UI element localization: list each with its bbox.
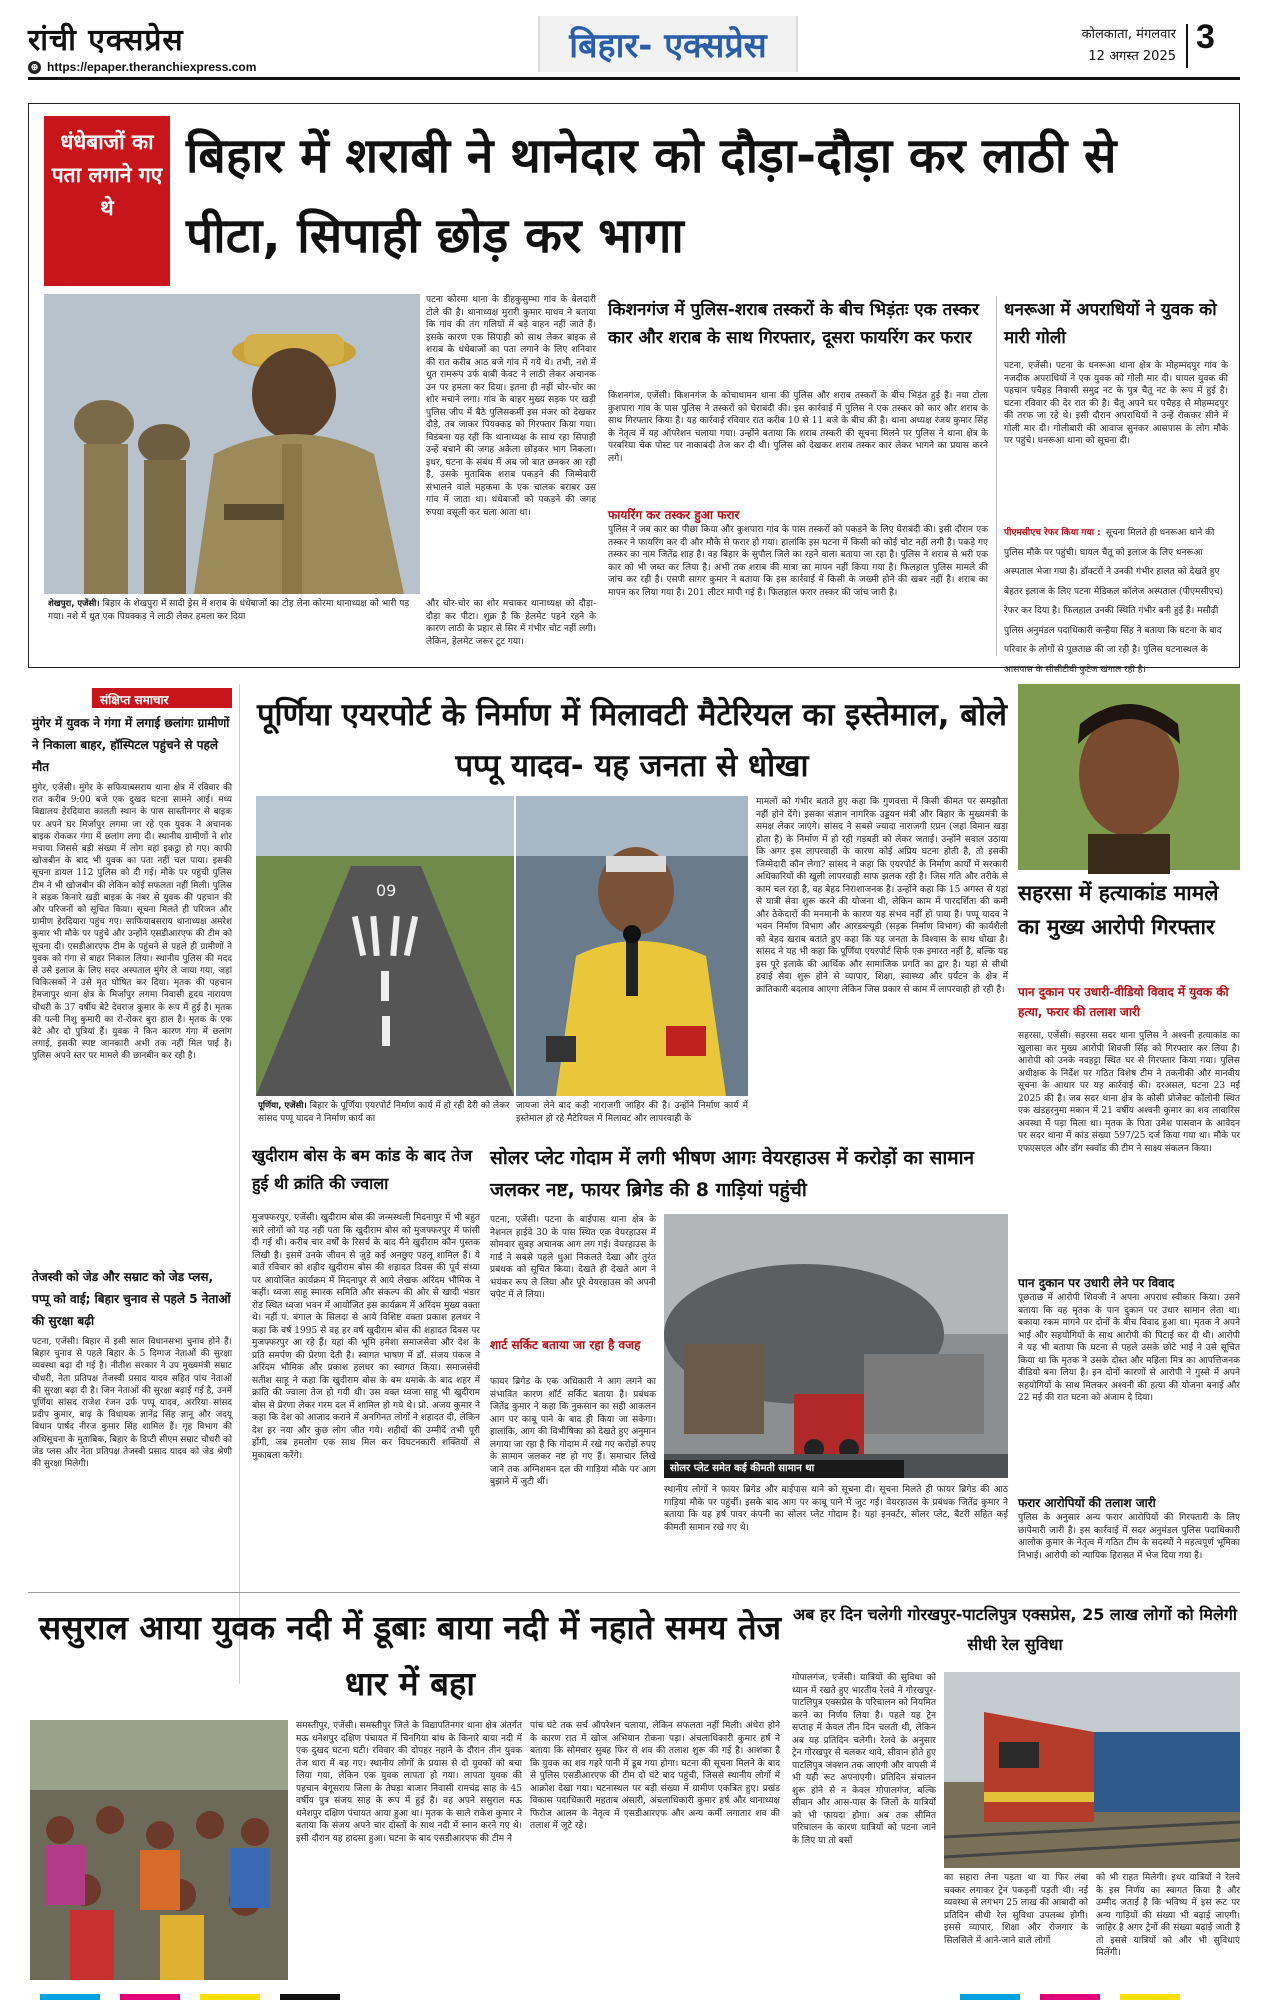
solar-headline: सोलर प्लेट गोदाम में लगी भीषण आगः वेयरहाउस में करोड़ों का सामान जलकर नष्ट, फायर ब्रिगेड की 8 गाड़ियां पहुंची [490, 1147, 975, 1201]
newspaper-logo: रांची एक्सप्रेस [28, 23, 184, 58]
saharsa-headline: सहरसा में हत्याकांड मामले का मुख्य आरोपी गिरफ्तार [1018, 881, 1219, 939]
section-title: बिहार- एक्सप्रेस [538, 16, 798, 72]
section-divider [28, 1592, 1240, 1593]
accused-photo [1018, 684, 1240, 870]
saharsa-subhead: पान दुकान पर उधारी लेने पर विवाद [1018, 1276, 1175, 1290]
train-body2: का सहारा लेना पड़ता था या फिर लंबा चक्कर लगाकर ट्रेन पकड़नी पड़ती थी। नई व्यवस्था से लगभग 25 लाख की आबादी को प्रतिदिन सीधी रेल सुविधा उपलब्ध होगी। इससे व्यापार, शिक्षा और रोजगार के सिलसिले में आने-जाने वाले लोगों [944, 1873, 1088, 1946]
police-officers-illustration [44, 294, 420, 594]
brief2-headline: तेजस्वी को जेड और सम्राट को जेड प्लस, पप्पू को वाई; बिहार चुनाव से पहले 5 नेताओं की सुरक्षा बढ़ी [32, 1270, 231, 1328]
lead-body-col1: पटना कोरमा थाना के डीहकुसुम्भा गांव के बेलदारी टोले की है। थानाध्यक्ष मुरारी कुमार माधव ने बताया कि गांव की तंग गलियों में बड़े वाहन नहीं जाते हैं। इसके कारण एक सिपाही को साथ लेकर बाइक से शराब के धंधेबाजों का पता लगाने के लिए शनिवार की रात करीब आठ बजे गांव में गये थे। तभी, नशे में धुत रामरूप उर्फ बाबी केवट ने लाठी लेकर अचानक उन पर हमला कर दिया। इतना ही नहीं चोर-चोर का शोर मचाने लगा। गांव के बाहर मुख्य सड़क पर खड़ी पुलिस जीप में बैठे पुलिसकर्मी इस मंजर को देखकर दौड़े, तब जाकर पियक्कड़ को गिरफ्तार किया गया। विडंबना यह रही कि थानाध्यक्ष के साथ रहा सिपाही उन्हें बचाने की जगह अकेला छोड़कर भाग निकला। इधर, घटना के संबंध में अब जो बात छनकर आ रही है, उसके मुताबिक शराब पकड़ने की जिम्मेवारी संभालने वाले महकमा के एक चालक बराबर उस गांव में जाता था। धंधेबाजों को पकड़ने की जगह रुपया वसूली कर चला आता था। [426, 295, 596, 518]
train-headline: अब हर दिन चलेगी गोरखपुर-पाटलिपुत्र एक्सप्रेस, 25 लाख लोगों को मिलेगी सीधी रेल सुविधा [793, 1605, 1237, 1654]
solar-subhead: शार्ट सर्किट बताया जा रहा है वजह [490, 1338, 641, 1352]
dateline [1048, 24, 1188, 68]
train-body1: गोपालगंज, एजेंसी। यात्रियों की सुविधा को ध्यान में रखते हुए भारतीय रेलवे ने गोरखपुर-पाटलिपुत्र एक्सप्रेस के परिचालन को नियमित करने का निर्णय लिया है। पहले यह ट्रेन सप्ताह में केवल तीन दिन चलती थी, लेकिन अब यह प्रतिदिन चलेगी। रेलवे के अनुसार ट्रेन गोरखपुर से चलकर थावे, सीवान होते हुए पाटलिपुत्र जंक्शन तक जाएगी और वापसी में भी यही रूट अपनाएगी। प्रतिदिन संचालन शुरू होने से न केवल गोपालगंज, बल्कि सीवान और आस-पास के जिलों के यात्रियों को भी फायदा होगा। अब तक सीमित परिचालन के कारण यात्रियों को पटना जाने के लिए या तो बसों [792, 1673, 936, 1846]
registration-bar-magenta-right [1040, 1994, 1100, 2000]
solar-body3: स्थानीय लोगों ने फायर ब्रिगेड और बाईपास थाने को सूचना दी। सूचना मिलते ही फायर ब्रिगेड की आठ गाड़ियां मौके पर पहुंचीं। इसके बाद आग पर काबू पाने में जुट गई। वेयरहाउस के प्रबंधक जितेंद्र कुमार ने बताया कि यह हर्ष पावर कंपनी का सोलर प्लेट गोदाम है। यहां इनवर्टर, सोलर प्लेट, बैटरी सहित कई कीमती सामान रखे गए थे। [664, 1485, 1008, 1533]
dhanrua-body1: पटना, एजेंसी। पटना के धनरूआ थाना क्षेत्र के मोहम्मदपुर गांव के नजदीक अपराधियों ने एक युवक को गोली मार दी। घायल युवक की पहचान पचैहड़ निवासी समुद्र नट के पुत्र चैतू नट के रूप में हुई है। घटना रविवार की देर रात की है। चैतू अपने घर पचैहड़ से मोहम्मदपुर की तरफ जा रहे थे। इसी दौरान अपराधियों ने उन्हें रोककर सीने में गोली मार दी। गोलीबारी की आवाज सुनकर आसपास के लोग मौके पर पहुंचे। धनरूआ थाना को सूचना दी। [1004, 361, 1228, 446]
solar-body1: पटना, एजेंसी। पटना के बाईपास थाना क्षेत्र के नेशनल हाईवे 30 के पास स्थित एक वेयरहाउस में सोमवार सुबह अचानक आग लग गई। वेयरहाउस के गार्ड ने सबसे पहले धुआं निकलते देखा और तुरंत प्रबंधक को सूचित किया। देखते ही देखते आग ने भयंकर रूप ले लिया और पूरे वेयरहाउस को अपनी चपेट में ले लिया। [490, 1215, 656, 1300]
brief1-body: मुंगेर, एजेंसी। मुंगेर के सफियाबसराय थाना क्षेत्र में रविवार की रात करीब 9:00 बजे एक दुखद घटना सामने आई। मध्य विद्यालय हेरदियारा कालती स्थान के पास सास्तीनगर से बाइक पर अपने घर मिर्जापुर लगमा जा रहे एक युवक ने अचानक बाइक रोककर गंगा में छलांग लगा दी। स्थानीय ग्रामीणों ने शोर मचाया जिससे बड़ी संख्या में लोग वहां इकट्ठा हो गए। काफी खोजबीन के बाद भी युवक का पता नहीं चल पाया। इसकी सूचना डायल 112 पुलिस को दी गई। मौके पर पहुंची पुलिस टीम ने भी खोजबीन की लेकिन कोई सफलता नहीं मिली। पुलिस ने सड़क किनारे खड़ी बाइक के नंबर से युवक की पहचान की और परिजनों को सूचित किया। सूचना मिलते ही परिजन और ग्रामीण हेरदियारा पहुंच गए। साफियाबसराय थानाध्यक्ष अमरेश कुमार भी मौके पर पहुंचे और उन्होंने एसडीआरएफ की टीम को सूचना दी। एसडीआरएफ टीम के पहुंचने से पहले ही ग्रामीणों ने युवक को गंगा से बाहर निकाल लिया। स्थानीय पुलिस की मदद से उसे इलाज के लिए सदर अस्पताल मुंगेर ले जाया गया, जहां चिकित्सकों ने उसे मृत घोषित कर दिया। मृतक की पहचान हेमजापुर थाना क्षेत्र के मिर्जापुर लगमा निवासी हृदय नारायण चौधरी के 37 वर्षीय बेटे देवराज कुमार के रूप में हुई है। मृतक की पत्नी निशु कुमारी का रो-रोकर बुरा हाल है। मृतक के एक बेटे और दो पुत्रियां हैं। युवक ने किन कारण गंगा में छलांग लगाई, इसकी स्पष्ट जानकारी अभी तक नहीं मिल पाई है। पुलिस अपने स्तर पर मामले की छानबीन कर रही है। [32, 783, 232, 1062]
khudiram-headline: खुदीराम बोस के बम कांड के बाद तेज हुई थी क्रांति की ज्वाला [252, 1146, 473, 1193]
politician-speaking-illustration [516, 796, 748, 1096]
river-crowd-photo [30, 1720, 288, 1980]
kishanganj-headline: किशनगंज में पुलिस-शराब तस्करों के बीच भिड़ंतः एक तस्कर कार और शराब के साथ गिरफ्तार, दूसरा फायरिंग कर फरार [608, 300, 979, 348]
sasural-body2: पांच घंटे तक सर्च ऑपरेशन चलाया, लेकिन सफलता नहीं मिली। अंधेरा होने के कारण रात में खोज अभियान रोकना पड़ा। अंचलाधिकारी कुमार हर्ष ने बताया कि सोमवार सुबह फिर से शव की तलाश शुरू की गई है। आशंका है कि युवक का शव गहरे पानी में डूब गया होगा। घटना की सूचना मिलने के बाद से पुलिस एसडीआरएफ की टीम दो घंटे बाद पहुंची, जिससे स्थानीय लोगों में आक्रोश देखा गया। घटनास्थल पर बड़ी संख्या में ग्रामीण एकत्रित हुए। प्रखंड विकास पदाधिकारी महताब अंसारी, अंचलाधिकारी कुमार हर्ष और थानाध्यक्ष फिरोज आलम के नेतृत्व में एसडीआरएफ और अन्य कर्मी लगातार शव की तलाश में जुटे रहे। [530, 1721, 780, 1831]
runway-photo [256, 796, 514, 1096]
purnia-headline: पूर्णिया एयरपोर्ट के निर्माण में मिलावटी मैटेरियल का इस्तेमाल, बोले पप्पू यादव- यह जनता से धोखा [256, 697, 1008, 784]
khudiram-body: मुजफ्फरपुर, एजेंसी। खुदीराम बोस की जन्मस्थली मिदनापुर में भी बहुत सारे लोगों को यह नहीं पता कि खुदीराम बोस को मुजफ्फरपुर में फांसी दी गई थी। करीब चार वर्षों के रिसर्च के बाद मैंने खुदीराम कौन पुस्तक लिखी है। इसमें उनके जीवन से जुड़े कई अनछुए पहलू शामिल हैं। ये बातें रविवार को शहीद खुदीराम बोस की शहादत दिवस की पूर्व संध्या पर आयोजित कार्यक्रम में मिदनापुर से आये लेखक अरिंदम भौमिक ने कहीं। ध्वजा साहू स्मारक समिति और संकल्प की ओर से खादी भंडार रोड स्थित ध्वजा भवन में आयोजित इस कार्यक्रम में अरिंदम मुख्य वक्ता थे। नहीं पं. बंगाल के सिलदा से आये विशिष्ट वक्ता प्रकाश हलधर ने कहा कि वर्ष 1995 से वह हर वर्ष खुदीराम बोस की शहादत दिवस पर मुजफ्फरपुर आ रहे हैं। यहां की भूमि हमेशा समाजसेवा और देश के प्रति समर्पण की प्रेरणा देती है। स्वागत भाषण में डॉ. संजय पंकज ने अरिंदम भौमिक और प्रकाश हलधर का स्वागत किया। समाजसेवी सतीश साहू ने कहा कि खुदीराम बोस के बम धमाके के बाद शहर में क्रांति की ज्वाला तेज हो गयी थी। उस वक्त ध्वजा साहू भी खुदीराम बोस से प्रेरणा लेकर गरम दल में शामिल हो गये थे। प्रो. अजय कुमार ने कहा कि देश को आजाद कराने में अनगिनत लोगों ने शहादत दी, लेकिन देश हर नया और कुछ लोग जीत गये। शहीदों की उम्मीदें तभी पूरी होंगी, जब हमलोग एक साथ मिल कर विघटनकारी शक्तियों से मुकाबला करेंगे। [252, 1213, 480, 1461]
lead-photo-police [44, 294, 420, 594]
runway-number: 09 [376, 881, 397, 900]
train-body3: को भी राहत मिलेगी। इधर यात्रियों ने रेलवे के इस निर्णय का स्वागत किया है और उम्मीद जताई है कि भविष्य में इस रूट पर अन्य गाड़ियों की संख्या भी बढ़ाई जाएगी। जाहिर है अगर ट्रेनों की संख्या बढ़ाई जाती है तो इससे यात्रियों को और भी सुविधाएं मिलेंगी। [1096, 1873, 1240, 1958]
pappu-yadav-photo [516, 796, 748, 1096]
kishanganj-body1: किशनगंज, एजेंसी। किशनगंज के कोचाधामन थाना की पुलिस और शराब तस्करों के बीच भिड़ंत हुई है। नया टोला कुशपारा गांव के पास पुलिस ने तस्करों को घेराबंदी की। इस कार्रवाई में पुलिस ने एक तस्कर को कार और शराब के साथ गिरफ्तार किया है। यह कार्रवाई रविवार रात करीब 10 से 11 बजे के बीच की है। थाना अध्यक्ष रंजय कुमार सिंह के नेतृत्व में यह ऑपरेशन चलाया गया। उन्होंने बताया कि शराब तस्करी की सूचना मिलने पर पुलिस ने थाना क्षेत्र के परबरिया चेक पोस्ट पर नाकाबंदी तेज कर दी थी। पुलिस को देखकर शराब तस्कर कार लेकर भागने का प्रयास करने लगे। [608, 391, 988, 464]
city-day: कोलकाता, मंगलवार [1081, 27, 1176, 42]
saharsa-body1: सहरसा, एजेंसी। सहरसा सदर थाना पुलिस ने अश्वनी हत्याकांड का खुलासा कर मुख्य आरोपी शिवजी सिंह को गिरफ्तार कर लिया है। आरोपी को उनके नवहट्टा स्थित घर से गिरफ्तार किया गया। पुलिस अधीक्षक के निर्देश पर गठित विशेष टीम ने तकनीकी और मानवीय सूचना के आधार पर यह कार्रवाई की। दरअसल, घटना 23 मई 2025 की है। जब सदर थाना क्षेत्र के कोसी प्रोजेक्ट कॉलोनी स्थित एक खंडहरनुमा मकान में 21 वर्षीय अश्वनी कुमार का शव लावारिस अवस्था में पड़ा मिला था। मृतक के पिता उमेश पासवान के आवेदन पर सदर थाना में कांड संख्या 597/25 दर्ज किया गया था। मौके पर एफएसएल और डॉग स्क्वॉड की टीम ने साक्ष्य संकलन किया। [1018, 1031, 1240, 1154]
lead-photo-caption: शेखपुरा, एजेंसी। बिहार के शेखपुरा में सादी ड्रेस में शराब के धंधेबाजों का टोह लेना कोरमा थानाध्यक्ष को भारी पड़ गया। नशे में धुत एक पियक्कड़ ने लाठी लेकर हमला कर दिया [44, 594, 420, 654]
brief2-body: पटना, एजेंसी। बिहार में इसी साल विधानसभा चुनाव होने हैं। बिहार चुनाव से पहले बिहार के 5 दिग्गज नेताओं की सुरक्षा व्यवस्था बढ़ा दी गई है। नीतीश सरकार ने उप मुख्यमंत्री सम्राट चौधरी, नेता प्रतिपक्ष तेजस्वी प्रसाद यादव सहित पांच नेताओं की सुरक्षा बढ़ा दी है। जिन नेताओं की सुरक्षा बढ़ाई गई है, उनमें पूर्णिया सांसद राजेश रंजन उर्फ पप्पू यादव, अररिया सांसद प्रदीप कुमार, बाढ़ के विधायक ज्ञानेंद्र सिंह ज्ञानू और जदयू विधान पार्षद नीरज कुमार सिंह शामिल हैं। गृह विभाग की अधिसूचना के मुताबिक, बिहार के डिप्टी सीएम सम्राट चौधरी को जेड प्लस और नेता प्रतिपक्ष तेजस्वी प्रसाद यादव को जेड श्रेणी की सुरक्षा मिलेगी। [32, 1337, 232, 1470]
briefs-bar: संक्षिप्त समाचार [92, 688, 232, 708]
globe-icon: ⊕ [28, 61, 41, 74]
solar-body2: फायर ब्रिगेड के एक अधिकारी ने आग लगने का संभावित कारण शॉर्ट सर्किट बताया है। प्रबंधक जितेंद्र कुमार ने कहा कि नुकसान का सही आकलन आग पर काबू पाने के बाद ही किया जा सकेगा। हालांकि, आग की विभीषिका को देखते हुए अनुमान लगाया जा रहा है कि गोदाम में रखे गए करोड़ों रुपए के सामान जलकर नष्ट हो गए हैं। समाचार लिखे जाने तक अग्निशमन दल की गाड़ियां मौके पर आग बुझाने में जुटी थीं। [490, 1377, 656, 1487]
kishanganj-subhead: फायरिंग कर तस्कर हुआ फरार [608, 508, 740, 522]
issue-date: 12 अगस्त 2025 [1088, 49, 1176, 64]
accused-portrait-illustration [1018, 684, 1240, 870]
warehouse-fire-illustration [664, 1214, 1008, 1478]
registration-bar-yellow-right [1120, 1994, 1180, 2000]
dhanrua-body2: सूचना मिलते ही धनरूआ थाने की पुलिस मौके पर पहुंची। घायल चैतू को इलाज के लिए धनरूआ अस्पताल भेजा गया है। डॉक्टरों ने उनकी गंभीर हालत को देखते हुए बेहतर इलाज के लिए पटना मेडिकल कॉलेज अस्पताल (पीएमसीएच) रेफर कर दिया है। फिलहाल उनकी स्थिति गंभीर बनी हुई है। मसौढ़ी पुलिस अनुमंडल पदाधिकारी कन्हैया सिंह ने बताया कि घटना के बाद परिवार के लोगों से पूछताछ की जा रही है। पुलिस घटनास्थल के आसपास के सीसीटीवी फुटेज खंगाल रही है। [1004, 528, 1223, 675]
page-number: 3 [1196, 18, 1215, 56]
registration-bar-cyan-right [960, 1994, 1020, 2000]
registration-bar-magenta [120, 1994, 180, 2000]
sasural-body1: समस्तीपुर, एजेंसी। समस्तीपुर जिले के विद्यापतिनगर थाना क्षेत्र अंतर्गत मऊ धनेशपुर दक्षिण पंचायत में चिनगिया बांध के किनारे बाया नदी में एक दुखद घटना घटी। रविवार की दोपहर नहाने के दौरान तीन युवक तेज धारा में बह गए। स्थानीय लोगों के प्रयास से दो युवकों को बचा लिया गया, लेकिन एक युवक लापता हो गया। लापता युवक की पहचान बेगूसराय जिला के तेघड़ा बाजार निवासी रामचंद्र साह के 45 वर्षीय पुत्र संजय साह के रूप में हुई है। वह अपने ससुराल मऊ धनेशपुर दक्षिण पंचायत आया हुआ था। मृतक के साले राकेश कुमार ने बताया कि संजय अपने चार दोस्तों के साथ नदी में स्नान करने गए थे। इसी दौरान यह हादसा हुआ। घटना के बाद एसडीआरएफ की टीम ने [296, 1721, 522, 1844]
fire-photo-caption: सोलर प्लेट समेत कई कीमती सामान था [664, 1460, 904, 1478]
brief1-headline: मुंगेर में युवक ने गंगा में लगाई छलांगः ग्रामीणों ने निकाला बाहर, हॉस्पिटल पहुंचने से पहले मौत [32, 716, 230, 774]
saharsa-subhead2: फरार आरोपियों की तलाश जारी [1018, 1496, 1156, 1510]
purnia-body: मामलों को गंभीर बताते हुए कहा कि गुणवत्ता में किसी कीमत पर समझौता नहीं होने देंगे। इसका संज्ञान नागरिक उड्डयन मंत्री और बिहार के मुख्यमंत्री के समक्ष लेकर जाएंगे। सांसद ने सबसे ज्यादा नाराजगी एप्रन (जहां विमान खड़ा होता है) के निर्माण में हो रही गड़बड़ी को लेकर जताई। उन्होंने सवाल उठाया कि अगर इस लापरवाही के कारण कोई अप्रिय घटना होती है, तो इसकी जिम्मेदारी कौन लेगा? सांसद ने कहा कि एयरपोर्ट के निर्माण कार्यों में सरकारी अधिकारियों की खुली लापरवाही साफ झलक रही है। जिस गति और तरीके से काम चल रहा है, वह बेहद निराशाजनक है। उन्होंने कहा कि 15 अगस्त से यहां से यात्री सेवा शुरू करने की योजना थी, लेकिन काम में पारदर्शिता की कमी और ठेकेदारों की मनमानी के कारण यह संभव नहीं हो पाया है। पप्पू यादव ने भवन निर्माण विभाग और आरडब्ल्यूडी (सड़क निर्माण विभाग) की कार्यशैली को बेहद खराब बताते हुए कहा कि यह जनता के विश्वास के साथ धोखा है। सांसद ने यह भी कहा कि पूर्णिया एयरपोर्ट सिर्फ एक इमारत नहीं है, बल्कि यह इस पूरे इलाके की आर्थिक और सामाजिक प्रगति का द्वार है। यहां से सीधी हवाई सेवा शुरू होने से व्यापार, शिक्षा, स्वास्थ्य और पर्यटन के क्षेत्र में क्रांतिकारी बदलाव आएगा लेकिन जिस प्रकार से काम में लापरवाही हो रही है। [756, 797, 1008, 995]
lead-headline: बिहार में शराबी ने थानेदार को दौड़ा-दौड़ा कर लाठी से पीटा, सिपाही छोड़ कर भागा [186, 128, 1117, 264]
runway-illustration [256, 796, 514, 1096]
epaper-url[interactable]: ⊕ https://epaper.theranchiexpress.com [28, 60, 256, 74]
registration-bar-black [280, 1994, 340, 2000]
purnia-caption-continued: जायजा लेने बाद कड़ी नाराजगी जाहिर की है। उन्होंने निर्माण कार्य में इस्तेमाल हो रहे मैटेरियल में मिलावट और लापरवाही के [516, 1101, 748, 1124]
dhanrua-body2-wrap [1004, 520, 1228, 675]
registration-bar-cyan [40, 1994, 100, 2000]
column-divider [996, 296, 997, 656]
sasural-headline: ससुराल आया युवक नदी में डूबाः बाया नदी में नहाते समय तेज धार में बहा [38, 1608, 782, 1703]
crowd-illustration [30, 1720, 288, 1980]
dhanrua-headline: धनरूआ में अपराधियों ने युवक को मारी गोली [1004, 300, 1217, 348]
lead-tag: धंधेबाजों का पता लगाने गए थे [44, 116, 170, 286]
fire-photo [664, 1214, 1008, 1478]
train-photo [944, 1672, 1240, 1868]
registration-bar-yellow [200, 1994, 260, 2000]
locomotive-illustration [944, 1672, 1240, 1868]
dhanrua-subhead: पीएमसीएच रेफर किया गया : [1004, 528, 1101, 538]
saharsa-body3: पुलिस के अनुसार अन्य फरार आरोपियों की गिरफ्तारी के लिए छापेमारी जारी है। इस कार्रवाई में सदर अनुमंडल पुलिस पदाधिकारी आलोक कुमार के नेतृत्व में गठित टीम के सदस्यों ने महत्वपूर्ण भूमिका निभाई। आरोपी को न्यायिक हिरासत में भेज दिया गया है। [1018, 1513, 1240, 1561]
kishanganj-body2: पुलिस ने जब कार का पीछा किया और कुशपारा गांव के पास तस्करों को पकड़ने के लिए घेराबंदी की। इसी दौरान एक तस्कर ने फायरिंग कर दी और मौके से फरार हो गया। हालांकि इस घटना में किसी को कोई चोट नहीं लगी है। पकड़े गए तस्कर का नाम जितेंद्र शाह है। वह बिहार के सुपौल जिले का रहने वाला बताया जा रहा है। पुलिस ने शराब से भरी एक कार को भी जब्त कर लिया है। अभी तक शराब की मात्रा का मापन नहीं किया गया है। फिलहाल पुलिस मामले की जांच कर रही है। एसपी सागर कुमार ने बताया कि इस कार्रवाई में किसी के जख्मी होने की खबर नहीं है। शराब का मापन कर लिया गया है। 201 लीटर मापी गई है। फिलहाल फरार तस्कर की जांच जारी है। [608, 525, 988, 598]
masthead [28, 14, 1240, 80]
lead-body-col2: और चोर-चोर का शोर मचाकर थानाध्यक्ष को दौड़ा-दौड़ा कर पीटा। शुक्र है कि हेलमेट पहने रहने के कारण लाठी के प्रहार से सिर में गंभीर चोट नहीं लगी। लेकिन, हेलमेट जरूर टूट गया। [426, 599, 596, 647]
purnia-photo-caption: पूर्णिया, एजेंसी। बिहार के पूर्णिया एयरपोर्ट निर्माण कार्य में हो रही देरी को लेकर सांसद पप्पू यादव ने निर्माण कार्य का [256, 1098, 512, 1134]
saharsa-body2: पूछताछ में आरोपी शिवजी ने अपना अपराध स्वीकार किया। उसने बताया कि वह मृतक के पान दुकान पर उधार सामान लेता था। बकाया रकम मांगने पर दोनों के बीच विवाद हुआ था। मृतक ने अपने भाई और सहयोगियों के साथ आरोपी की पिटाई कर दी थी। आरोपी ने यह भी बताया कि घटना से पहले उसके छोटे भाई ने उसे सूचित किया था कि मृतक ने उसके दोस्त और महिला मित्र का आपत्तिजनक वीडियो बना लिया है। इन दोनों कारणों से आरोपी ने गुस्से में अपने सहयोगियों के साथ मिलकर अश्वनी की हत्या की योजना बनाई और 22 मई की रात घटना को अंजाम दे दिया। [1018, 1293, 1240, 1403]
saharsa-kicker: पान दुकान पर उधारी-वीडियो विवाद में युवक की हत्या, फरार की तलाश जारी [1018, 985, 1229, 1019]
